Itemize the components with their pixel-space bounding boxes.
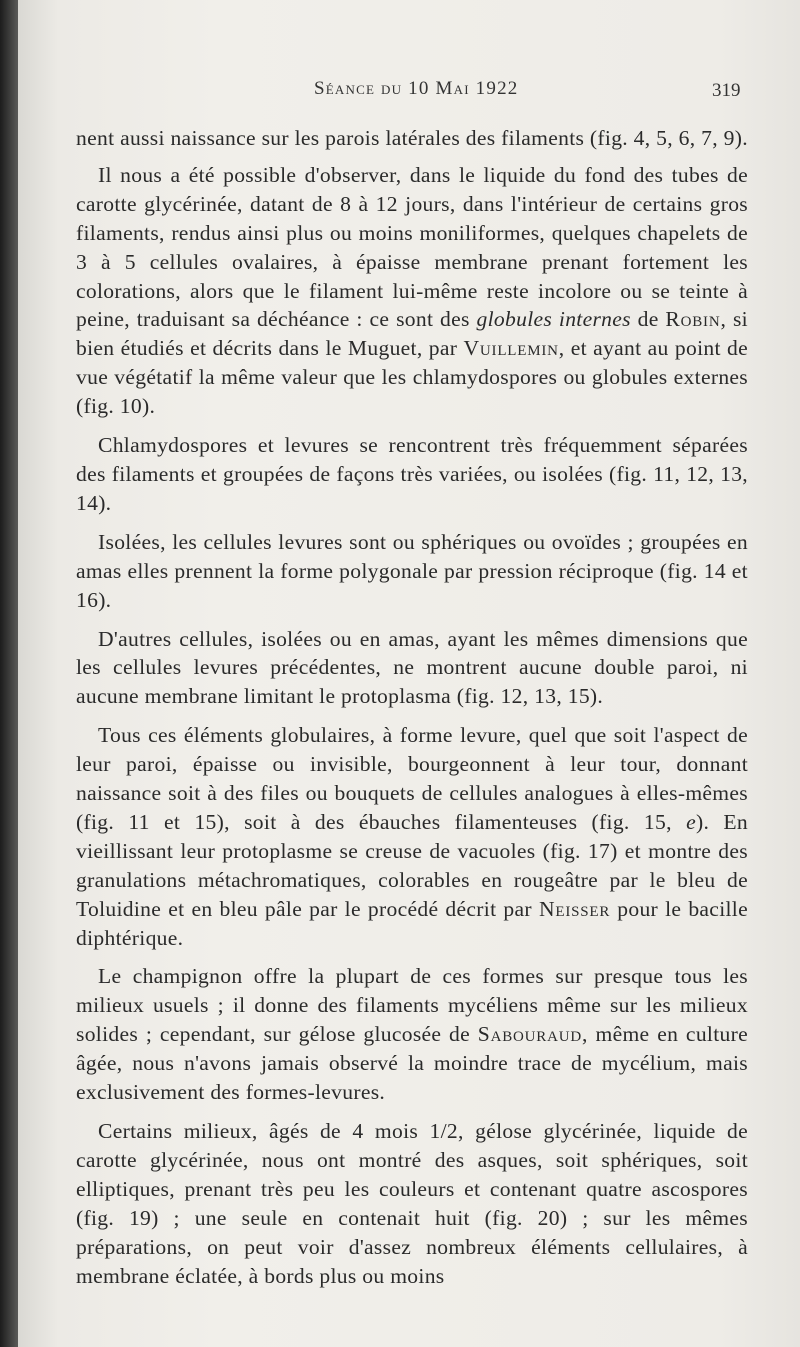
body-text (76, 124, 748, 1300)
text-run: , et ayant au point de vue végétatif la même valeur que les chlamydospores ou globules externes (fig. 10). (76, 336, 748, 419)
paragraph-certains-milieux (76, 1117, 748, 1290)
paragraph-autres-cellules (76, 625, 748, 712)
text-run: ). En vieillissant leur protoplasme se creuse de vacuoles (fig. 17) et montre des granulations métachromatiques, colorables en rougeâtre par le bleu de Toluidine et en bleu pâle par le procédé décrit par (76, 809, 748, 921)
paragraph-continuation (76, 124, 748, 153)
author-name: Sabouraud (477, 1022, 583, 1047)
book-page (18, 0, 800, 1347)
text-run: Il nous a été possible d'observer, dans le liquide du fond des tubes de carotte glycérinée, datant de 8 à 12 jours, dans l'intérieur de certains gros filaments, rendus ainsi plus ou moins moniliformes, quelques chapelets de 3 à 5 cellules ovalaires, à épaisse membrane prenant fortement les colorations, alors que le filament lui-même reste incolore ou se teinte à peine, traduisant sa déchéance : ce sont des (76, 162, 748, 332)
text-run: D'autres cellules, isolées ou en amas, ayant les mêmes dimensions que les cellules levures précédentes, ne montrent aucune double paroi, ni aucune membrane limitant le protoplasma (fig. 12, 13, 15). (76, 626, 748, 709)
author-name: Vuillemin (463, 336, 559, 361)
paragraph-chlamydospores (76, 431, 748, 518)
text-run: Tous ces éléments globulaires, à forme levure, quel que soit l'aspect de leur paroi, épaisse ou invisible, bourgeonnent à leur tour, donnant naissance soit à des files ou bouquets de cellules analogues à elles-mêmes (fig. 11 et 15), soit à des ébauches filamenteuses (fig. 15, (76, 723, 748, 834)
italic-term: globules internes (476, 307, 631, 332)
text-run: Chlamydospores et levures se rencontrent très fréquemment séparées des filaments et groupées de façons très variées, ou isolées (fig. 11, 12, 13, 14). (76, 433, 748, 515)
text-run: Isolées, les cellules levures sont ou sphériques ou ovoïdes ; groupées en amas elles prennent la forme polygonale par pression réciproque (fig. 14 et 16). (76, 529, 748, 612)
text-run: , si bien étudiés et décrits dans le Muguet, par (76, 307, 748, 361)
page-number: 319 (712, 80, 741, 101)
text-run: Le champignon offre la plupart de ces formes sur presque tous les milieux usuels ; il donne des filaments mycéliens même sur les milieux solides ; cependant, sur gélose glucosée de (76, 964, 748, 1047)
running-title: Séance du 10 Mai 1922 (314, 78, 519, 99)
paragraph-globules-internes (76, 161, 748, 421)
author-name: Neisser (538, 896, 611, 921)
text-run: pour le bacille diphtérique. (76, 896, 748, 950)
paragraph-isolees (76, 528, 748, 615)
paragraph-elements-globulaires (76, 721, 748, 952)
paragraph-champignon (76, 962, 748, 1107)
italic-term: e (686, 809, 696, 834)
text-run: nent aussi naissance sur les parois latérales des filaments (fig. 4, 5, 6, 7, 9). (76, 126, 748, 150)
text-run: , même en culture âgée, nous n'avons jamais observé la moindre trace de mycélium, mais exclusivement des formes-levures. (76, 1022, 748, 1105)
scan-gutter (0, 0, 18, 1347)
running-header (18, 78, 800, 108)
text-run: Certains milieux, âgés de 4 mois 1/2, gélose glycérinée, liquide de carotte glycérinée, nous ont montré des asques, soit sphériques, soit elliptiques, prenant très peu les couleurs et contenant quatre ascospores (fig. 19) ; une seule en contenait huit (fig. 20) ; sur les mêmes préparations, on peut voir d'assez nombreux éléments cellulaires, à membrane éclatée, à bords plus ou moins (76, 1119, 748, 1288)
author-name: Robin (665, 307, 721, 332)
text-run: de (630, 307, 666, 332)
